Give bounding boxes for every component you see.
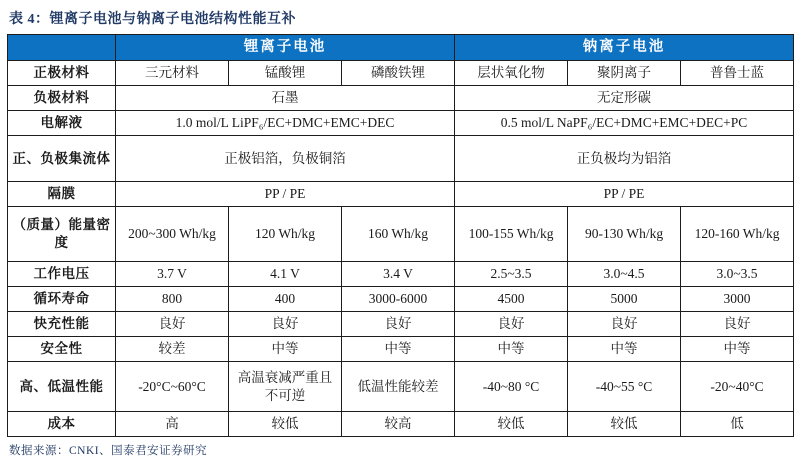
source-note: 数据来源：CNKI、国泰君安证券研究 (9, 445, 208, 457)
cell: -20°C~60°C (116, 362, 229, 412)
cell: 较差 (116, 337, 229, 362)
cell: 100-155 Wh/kg (455, 207, 568, 262)
group-header-li: 锂离子电池 (116, 35, 455, 61)
cell: 3000 (681, 287, 794, 312)
cell: PP / PE (116, 182, 455, 207)
cell: 良好 (568, 312, 681, 337)
table-row-energy-density (8, 207, 794, 262)
cell: 4500 (455, 287, 568, 312)
row-label: 安全性 (8, 337, 116, 362)
cell: 较低 (455, 412, 568, 437)
table-row-fast-charge (8, 312, 794, 337)
row-label: 工作电压 (8, 262, 116, 287)
cell: -20~40°C (681, 362, 794, 412)
cell: 800 (116, 287, 229, 312)
table-row-cost (8, 412, 794, 437)
cell: 400 (229, 287, 342, 312)
cell: 3.4 V (342, 262, 455, 287)
cell: 中等 (229, 337, 342, 362)
table-row-electrolyte (8, 111, 794, 136)
cell: 良好 (455, 312, 568, 337)
cell: 3000-6000 (342, 287, 455, 312)
cell: 4.1 V (229, 262, 342, 287)
cell: 锰酸锂 (229, 61, 342, 86)
cell: 160 Wh/kg (342, 207, 455, 262)
cell: 120-160 Wh/kg (681, 207, 794, 262)
row-label: 正极材料 (8, 61, 116, 86)
corner-cell (8, 35, 116, 61)
battery-comparison-table (7, 34, 794, 437)
group-header-na: 钠离子电池 (455, 35, 794, 61)
cell: 良好 (116, 312, 229, 337)
row-label: 快充性能 (8, 312, 116, 337)
cell: 200~300 Wh/kg (116, 207, 229, 262)
cell: 3.7 V (116, 262, 229, 287)
cell: 5000 (568, 287, 681, 312)
cell: 2.5~3.5 (455, 262, 568, 287)
table-header-row (8, 35, 794, 61)
cell: 中等 (455, 337, 568, 362)
cell: 正负极均为铝箔 (455, 136, 794, 182)
table-row-cathode (8, 61, 794, 86)
cell: 正极铝箔，负极铜箔 (116, 136, 455, 182)
cell: 良好 (342, 312, 455, 337)
cell: 低 (681, 412, 794, 437)
table-row-current-collector (8, 136, 794, 182)
cell: 无定形碳 (455, 86, 794, 111)
cell: 三元材料 (116, 61, 229, 86)
cell: 90-130 Wh/kg (568, 207, 681, 262)
cell: 中等 (342, 337, 455, 362)
table-title: 表 4：锂离子电池与钠离子电池结构性能互补 (9, 12, 296, 27)
row-label: 隔膜 (8, 182, 116, 207)
cell: 高温衰减严重且不可逆 (229, 362, 342, 412)
cell: PP / PE (455, 182, 794, 207)
table-row-voltage (8, 262, 794, 287)
cell: 层状氧化物 (455, 61, 568, 86)
cell: 较低 (229, 412, 342, 437)
cell: 中等 (568, 337, 681, 362)
row-label: 正、负极集流体 (8, 136, 116, 182)
cell: 120 Wh/kg (229, 207, 342, 262)
cell: 良好 (229, 312, 342, 337)
table-row-anode (8, 86, 794, 111)
table-row-separator (8, 182, 794, 207)
cell: 普鲁士蓝 (681, 61, 794, 86)
table-row-cycle-life (8, 287, 794, 312)
cell: 良好 (681, 312, 794, 337)
table-row-safety (8, 337, 794, 362)
cell: 3.0~3.5 (681, 262, 794, 287)
cell: 石墨 (116, 86, 455, 111)
row-label: 电解液 (8, 111, 116, 136)
row-label: 负极材料 (8, 86, 116, 111)
cell: -40~80 °C (455, 362, 568, 412)
row-label: （质量）能量密度 (8, 207, 116, 262)
cell: 高 (116, 412, 229, 437)
row-label: 高、低温性能 (8, 362, 116, 412)
cell: 1.0 mol/L LiPF₆/EC+DMC+EMC+DEC (116, 111, 455, 136)
cell: 3.0~4.5 (568, 262, 681, 287)
row-label: 成本 (8, 412, 116, 437)
cell: 中等 (681, 337, 794, 362)
table-row-temperature (8, 362, 794, 412)
cell: 较低 (568, 412, 681, 437)
cell: 低温性能较差 (342, 362, 455, 412)
cell: 0.5 mol/L NaPF₆/EC+DMC+EMC+DEC+PC (455, 111, 794, 136)
cell: 较高 (342, 412, 455, 437)
row-label: 循环寿命 (8, 287, 116, 312)
cell: -40~55 °C (568, 362, 681, 412)
cell: 聚阴离子 (568, 61, 681, 86)
cell: 磷酸铁锂 (342, 61, 455, 86)
